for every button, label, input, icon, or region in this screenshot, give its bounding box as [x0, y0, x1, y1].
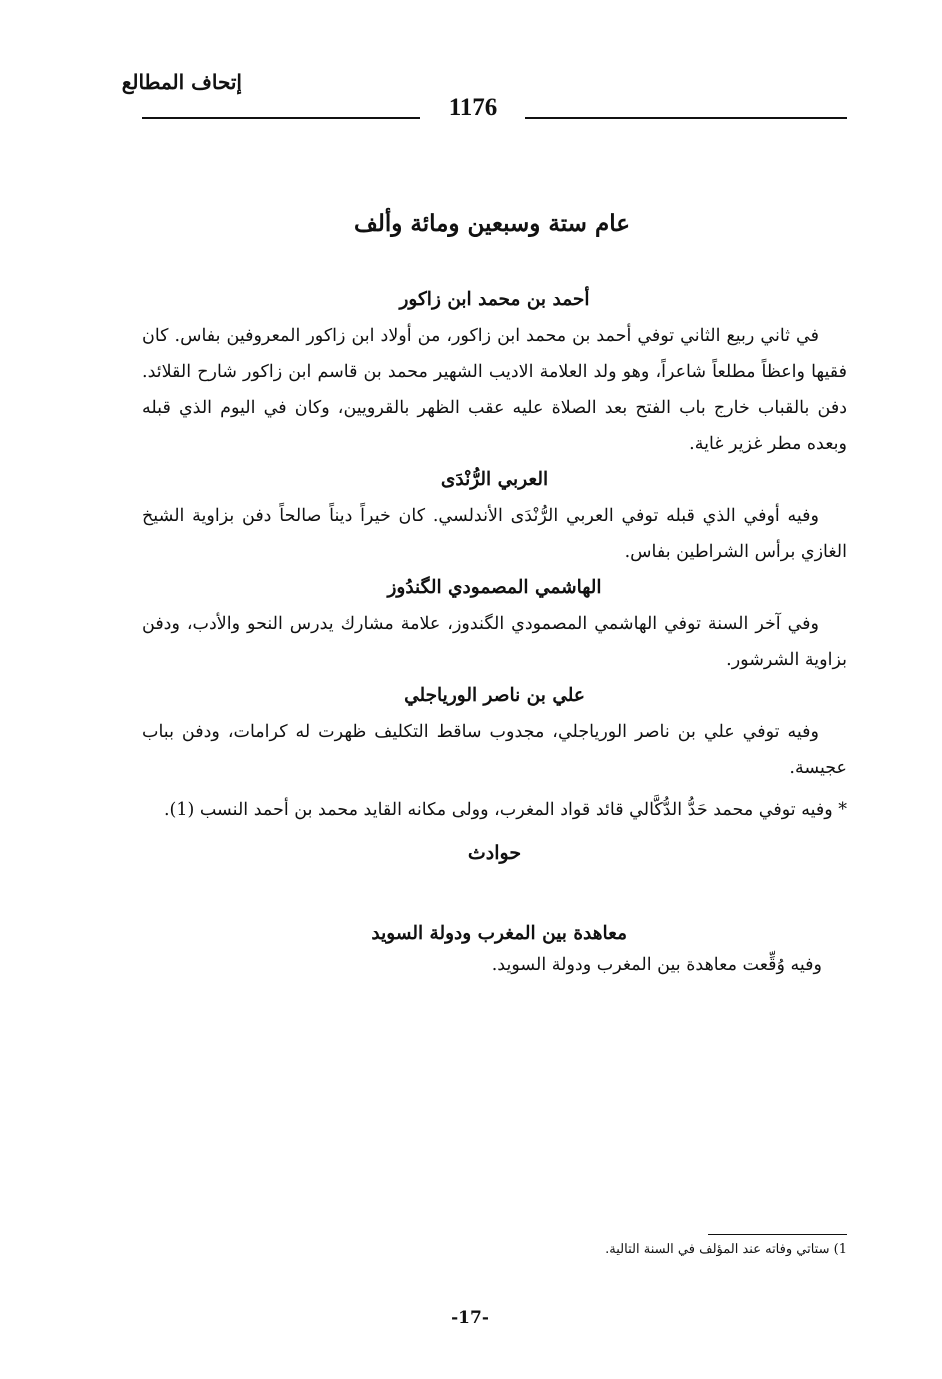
treaty-paragraph: وفيه وُقِّعت معاهدة بين المغرب ودولة السويد. [491, 955, 822, 975]
entry-title: الهاشمي المصمودي الگندُوز [387, 577, 602, 598]
entry-title: أحمد بن محمد ابن زاكور [399, 289, 590, 310]
footnote: 1) ستاتي وفاته عند المؤلف في السنة التالية. [605, 1242, 847, 1257]
events-heading: حوادث [467, 842, 522, 864]
treaty-title: معاهدة بين المغرب ودولة السويد [371, 923, 627, 944]
entry-paragraph: وفيه توفي علي بن ناصر الورياجلي، مجدوب ساقط التكليف ظهرت له كرامات، ودفن بباب عجيسة. [142, 722, 847, 778]
header-rule-left [142, 117, 420, 119]
entry-paragraph: وفيه أوفي الذي قبله توفي العربي الرُّنْدَى الأندلسي. كان خيراً ديناً صالحاً دفن بزاوية الشيخ الغازي برأس الشراطين بفاس. [142, 506, 847, 562]
header-rule-right [525, 117, 847, 119]
entry-paragraph: وفي آخر السنة توفي الهاشمي المصمودي الگندوز، علامة مشارك يدرس النحو والأدب، ودفن بزاوية الشرشور. [142, 614, 847, 670]
year-title: عام ستة وسبعين ومائة وألف [354, 210, 630, 237]
entry-paragraph: في ثاني ربيع الثاني توفي أحمد بن محمد ابن زاكور، من أولاد ابن زاكور المعروفين بفاس. كان فقيها واعظاً مطلعاً شاعراً، وهو ولد العلامة الاديب الشهير محمد بن قاسم ابن زاكور شارح القلائد. دفن بالقباب خارج باب الفتح بعد الصلاة عليه عقب الظهر بالقرويين، وكان في اليوم الذي قبله وبعده مطر غزير غاية. [142, 326, 847, 454]
main-text [142, 282, 847, 828]
entry-title: العربي الرُّنْدَى [440, 469, 549, 490]
running-title: إتحاف المطالع [121, 70, 242, 94]
footnote-rule [708, 1234, 847, 1235]
header-year-number: 1176 [448, 94, 498, 121]
entry-title: علي بن ناصر الورياجلي [404, 685, 585, 706]
starred-note-paragraph: * وفيه توفي محمد حَدُّ الدُّكَّالي قائد قواد المغرب، وولى مكانه القايد محمد بن أحمد النسب (1). [163, 800, 847, 820]
page-number: -17- [451, 1308, 489, 1328]
